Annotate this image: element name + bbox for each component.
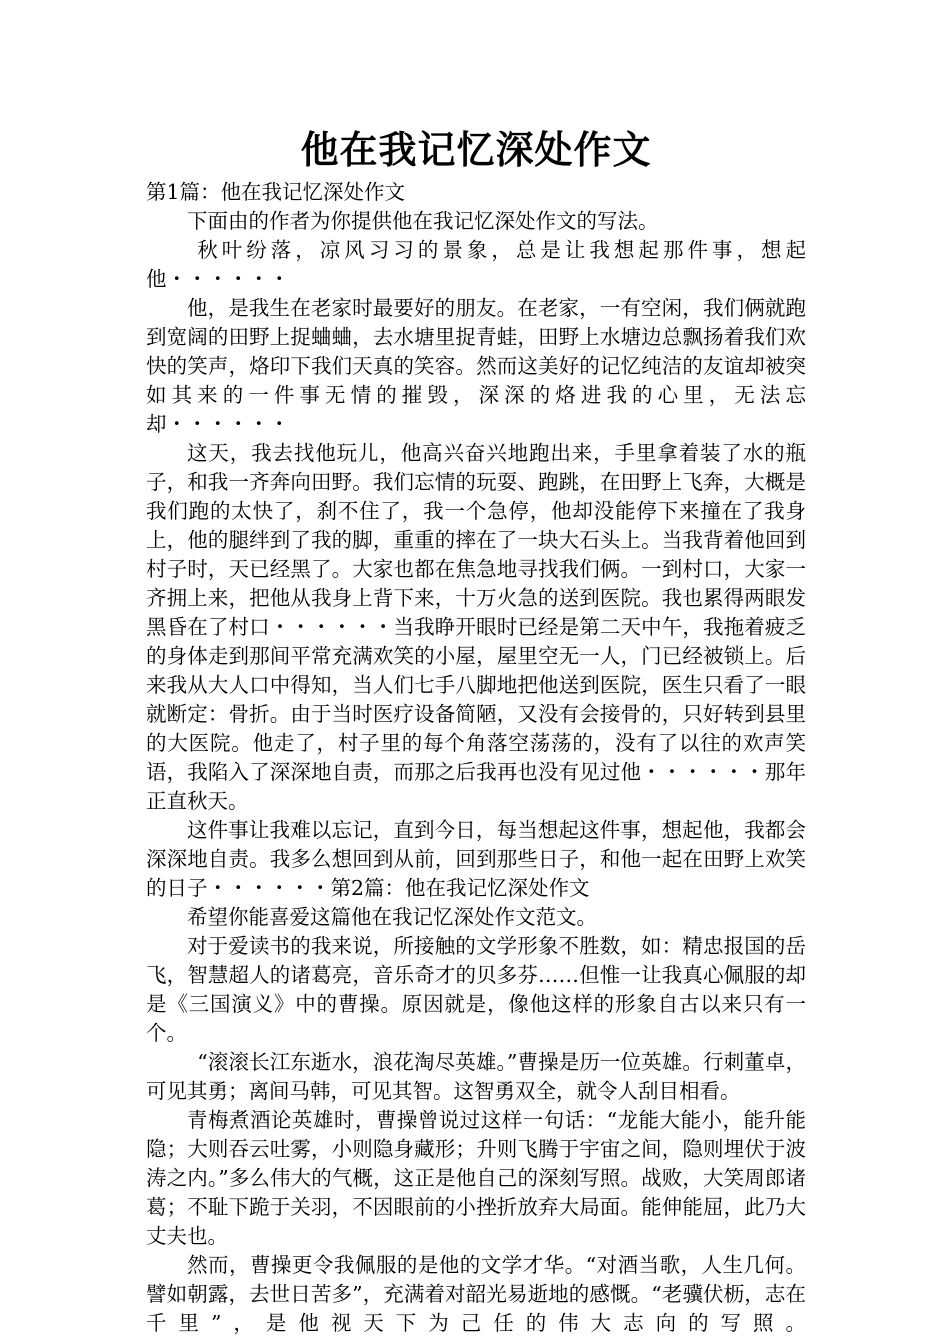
document-title: 他在我记忆深处作文 (300, 127, 652, 172)
paragraph: 这件事让我难以忘记，直到今日，每当想起这件事，想起他，我都会深深地自责。我多么想回到从前，回到那些日子，和他一起在田野上欢笑的日子・・・・・・第2篇：他在我记忆深处作文 (146, 818, 806, 900)
paragraph: 秋叶纷落，凉风习习的景象，总是让我想起那件事，想起他・・・・・・ (146, 238, 806, 291)
paragraph: 他，是我生在老家时最要好的朋友。在老家，一有空闲，我们俩就跑到宽阔的田野上捉蛐蛐，去水塘里捉青蛙，田野上水塘边总飘扬着我们欢快的笑声，烙印下我们天真的笑容。然而这美好的记忆纯洁的友谊却被突如其来的一件事无情的摧毁，深深的烙进我的心里，无法忘却・・・・・・ (146, 296, 806, 436)
paragraph: 希望你能喜爱这篇他在我记忆深处作文范文。 (187, 905, 597, 929)
paragraph: 对于爱读书的我来说，所接触的文学形象不胜数，如：精忠报国的岳飞，智慧超人的诸葛亮，音乐奇才的贝多芬……但惟一让我真心佩服的却是《三国演义》中的曹操。原因就是，像他这样的形象自古以来只有一个。 (146, 934, 806, 1045)
paragraph: 然而，曹操更令我佩服的是他的文学才华。“对酒当歌，人生几何。譬如朝露，去世日苦多”，充满着对韶光易逝地的感慨。“老骥伏枥，志在千里”，是他视天下为己任的伟大志向的写照。 (146, 1253, 806, 1335)
paragraph: 青梅煮酒论英雄时，曹操曾说过这样一句话：“龙能大能小，能升能隐；大则吞云吐雾，小则隐身藏形；升则飞腾于宇宙之间，隐则埋伏于波涛之内。”多么伟大的气概，这正是他自己的深刻写照。战败，大笑周郎诸葛；不耻下跪于关羽，不因眼前的小挫折放弃大局面。能伸能屈，此乃大丈夫也。 (146, 1108, 806, 1248)
document-page (146, 122, 806, 1338)
paragraph: 下面由的作者为你提供他在我记忆深处作文的写法。 (187, 209, 659, 233)
section-heading-1: 第1篇：他在我记忆深处作文 (146, 180, 406, 204)
paragraph: 这天，我去找他玩儿，他高兴奋兴地跑出来，手里拿着装了水的瓶子，和我一齐奔向田野。我们忘情的玩耍、跑跳，在田野上飞奔，大概是我们跑的太快了，刹不住了，我一个急停，他却没能停下来撞在了我身上，他的腿绊到了我的脚，重重的摔在了一块大石头上。当我背着他回到村子时，天已经黑了。大家也都在焦急地寻找我们俩。一到村口，大家一齐拥上来，把他从我身上背下来，十万火急的送到医院。我也累得两眼发黑昏在了村口・・・・・・当我睁开眼时已经是第二天中午，我拖着疲乏的身体走到那间平常充满欢笑的小屋，屋里空无一人，门已经被锁上。后来我从大人口中得知，当人们七手八脚地把他送到医院，医生只看了一眼就断定：骨折。由于当时医疗设备简陋，又没有会接骨的，只好转到县里的大医院。他走了，村子里的每个角落空荡荡的，没有了以往的欢声笑语，我陷入了深深地自责，而那之后我再也没有见过他・・・・・・那年正直秋天。 (146, 441, 806, 813)
paragraph: “滚滚长江东逝水，浪花淘尽英雄。”曹操是历一位英雄。行刺董卓，可见其勇；离间马韩，可见其智。这智勇双全，就令人刮目相看。 (146, 1050, 806, 1103)
